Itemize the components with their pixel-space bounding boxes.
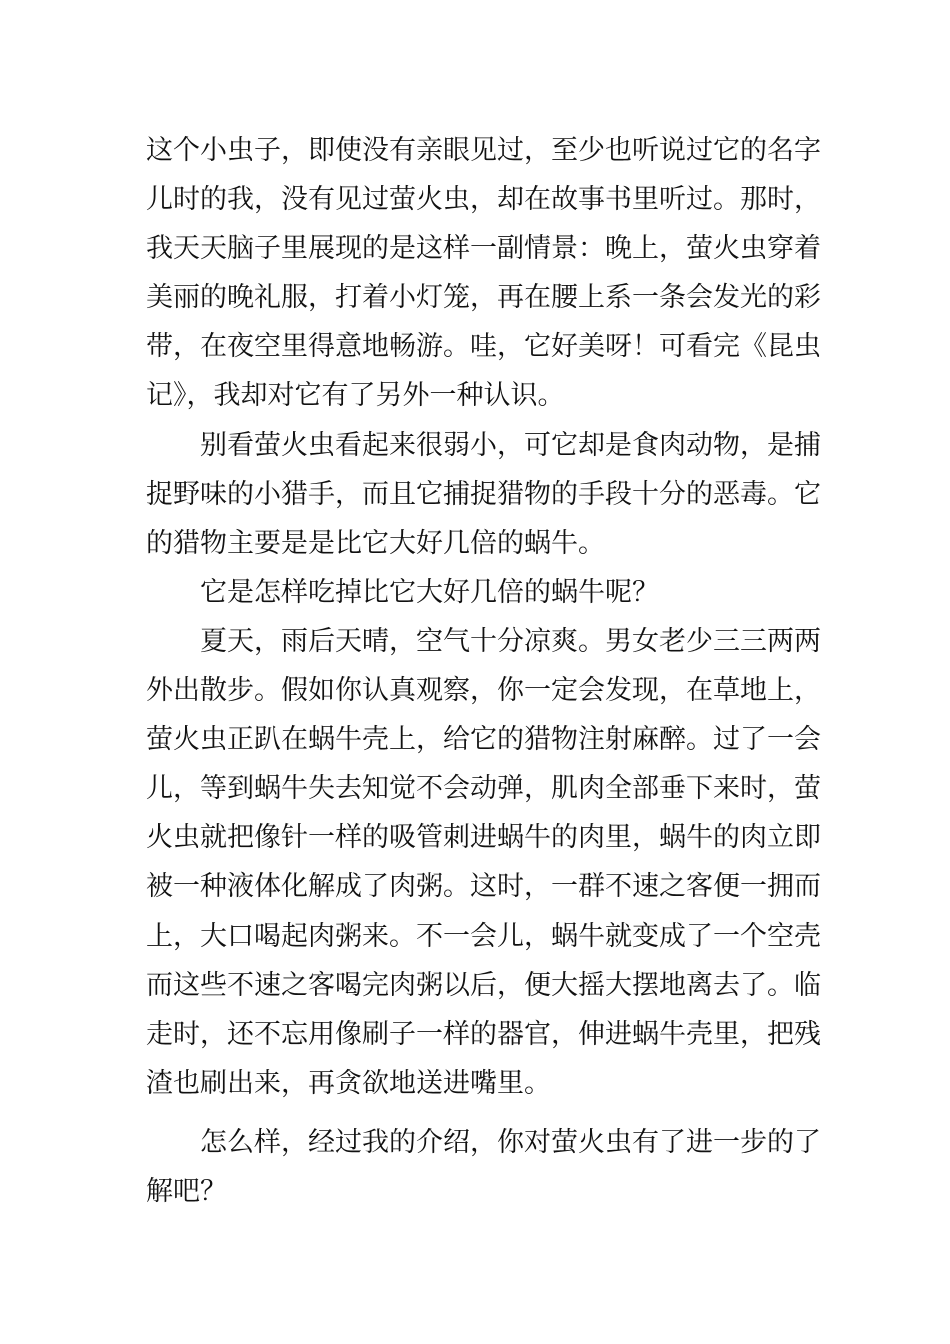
text-line: 美丽的晚礼服，打着小灯笼，再在腰上系一条会发光的彩 <box>146 282 821 314</box>
paragraph-first-line: 别看萤火虫看起来很弱小，可它却是食肉动物，是捕 <box>200 429 821 461</box>
text-line: 火虫就把像针一样的吸管刺进蜗牛的肉里，蜗牛的肉立即 <box>146 822 821 854</box>
text-line: 而这些不速之客喝完肉粥以后，便大摇大摆地离去了。临 <box>146 969 821 1001</box>
paragraph-first-line: 它是怎样吃掉比它大好几倍的蜗牛呢？ <box>200 576 659 608</box>
text-line: 被一种液体化解成了肉粥。这时，一群不速之客便一拥而 <box>146 871 821 903</box>
text-line: 带，在夜空里得意地畅游。哇，它好美呀！可看完《昆虫 <box>146 331 821 363</box>
text-line: 走时，还不忘用像刷子一样的器官，伸进蜗牛壳里，把残 <box>146 1018 821 1050</box>
text-line: 的猎物主要是是比它大好几倍的蜗牛。 <box>146 527 605 559</box>
text-line: 记》，我却对它有了另外一种认识。 <box>146 380 565 412</box>
text-line: 外出散步。假如你认真观察，你一定会发现，在草地上， <box>146 675 821 707</box>
text-line: 儿，等到蜗牛失去知觉不会动弹，肌肉全部垂下来时，萤 <box>146 773 821 805</box>
article-body <box>146 126 821 1216</box>
text-line: 捉野味的小猎手，而且它捕捉猎物的手段十分的恶毒。它 <box>146 478 821 510</box>
text-line: 萤火虫正趴在蜗牛壳上，给它的猎物注射麻醉。过了一会 <box>146 724 821 756</box>
text-line: 我天天脑子里展现的是这样一副情景：晚上，萤火虫穿着 <box>146 233 821 265</box>
text-line: 渣也刷出来，再贪欲地送进嘴里。 <box>146 1067 551 1099</box>
text-line: 儿时的我，没有见过萤火虫，却在故事书里听过。那时， <box>146 184 821 216</box>
paragraph-first-line: 怎么样，经过我的介绍，你对萤火虫有了进一步的了 <box>200 1126 821 1158</box>
text-line: 上，大口喝起肉粥来。不一会儿，蜗牛就变成了一个空壳 <box>146 920 821 952</box>
text-line: 这个小虫子，即使没有亲眼见过，至少也听说过它的名字 <box>146 135 821 166</box>
paragraph-first-line: 夏天，雨后天晴，空气十分凉爽。男女老少三三两两 <box>200 625 821 657</box>
text-line: 解吧？ <box>146 1175 227 1207</box>
